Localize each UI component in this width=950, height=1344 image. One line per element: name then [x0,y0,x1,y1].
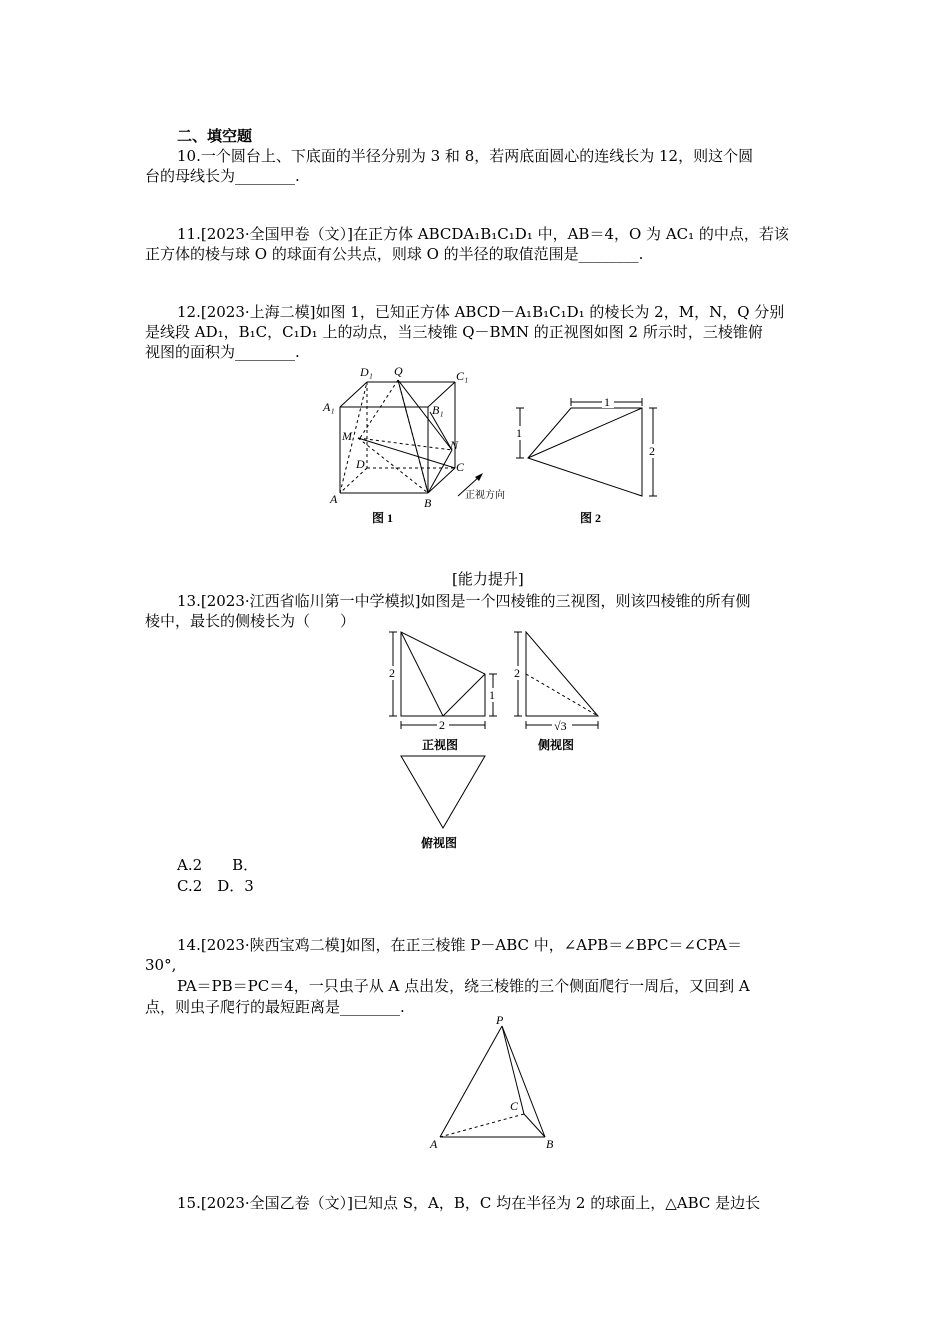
figure-2-front-view [510,392,670,532]
figure-1-caption: 图 1 [372,511,394,525]
q13-options-row2: C.2 D．3 [177,877,254,895]
q10-line2: 台的母线长为________. [145,167,300,185]
q14-label-A: A [430,1137,438,1151]
label-D: D [356,457,365,471]
q15-line1: 15.[2023·全国乙卷（文）]已知点 S，A，B，C 均在半径为 2 的球面上，△ABC 是边长 [177,1194,761,1212]
q14-label-C: C [510,1099,519,1113]
q13-front-width: 2 [439,718,445,732]
label-C: C [456,460,465,474]
q13-side-h: 2 [514,666,520,680]
ability-title: [能力提升] [452,570,524,588]
q13-line2: 棱中，最长的侧棱长为（ ） [145,612,356,630]
figure-1-cube [320,360,520,530]
q12-line3: 视图的面积为________. [145,343,300,361]
q13-side-view [510,628,610,758]
label-A1: A₁ [323,400,335,414]
figure-2-caption: 图 2 [580,511,602,525]
label-D1: D₁ [360,365,373,379]
q13-front-h-right: 1 [489,688,495,702]
q13-front-caption: 正视图 [422,738,459,752]
q11-line1: 11.[2023·全国甲卷（文）]在正方体 ABCDA₁B₁C₁D₁ 中，AB＝4，O 为 AC₁ 的中点，若该 [177,225,789,243]
fig2-dim-left: 1 [516,426,522,440]
label-A: A [330,492,338,506]
fig2-dim-right: 2 [649,444,655,458]
q14-line4: 点，则虫子爬行的最短距离是________. [145,998,405,1016]
fig2-dim-top: 1 [604,395,610,409]
label-C1: C₁ [456,369,469,383]
q13-options-row1: A.2 B． [177,856,259,874]
q14-label-P: P [496,1014,504,1027]
q13-front-h-left: 2 [389,666,395,680]
q13-top-caption: 俯视图 [421,836,458,850]
q14-line3: PA＝PB＝PC＝4，一只虫子从 A 点出发，绕三棱锥的三个侧面爬行一周后，又回到 A [177,977,750,995]
label-Q: Q [394,364,403,378]
q13-top-view [395,752,495,852]
q12-line1: 12.[2023·上海二模]如图 1，已知正方体 ABCD－A₁B₁C₁D₁ 的棱长为 2，M，N，Q 分别 [177,303,785,321]
q10-line1: 10.一个圆台上、下底面的半径分别为 3 和 8，若两底面圆心的连线长为 12，则这个圆 [177,147,754,165]
section-title: 二、填空题 [177,127,253,145]
label-M: M [342,429,352,443]
q13-line1: 13.[2023·江西省临川第一中学模拟]如图是一个四棱锥的三视图，则该四棱锥的所有侧 [177,592,751,610]
front-view-direction: 正视方向 [465,490,505,501]
q13-side-width: √3 [554,719,567,733]
label-B1: B₁ [432,403,444,417]
q14-tetrahedron-figure [420,1014,570,1154]
q14-line1: 14.[2023·陕西宝鸡二模]如图，在正三棱锥 P－ABC 中，∠APB＝∠BPC＝∠CPA＝ [177,936,743,954]
label-B: B [424,496,432,510]
label-N: N [450,438,459,452]
q12-line2: 是线段 AD₁，B₁C，C₁D₁ 上的动点，当三棱锥 Q－BMN 的正视图如图 2 所示时，三棱锥俯 [145,323,763,341]
q14-line2: 30°, [145,956,177,974]
q11-line2: 正方体的棱与球 O 的球面有公共点，则球 O 的半径的取值范围是________. [145,245,644,263]
q13-side-caption: 侧视图 [538,738,575,752]
q14-label-B: B [546,1137,554,1151]
q13-front-view [385,628,505,758]
